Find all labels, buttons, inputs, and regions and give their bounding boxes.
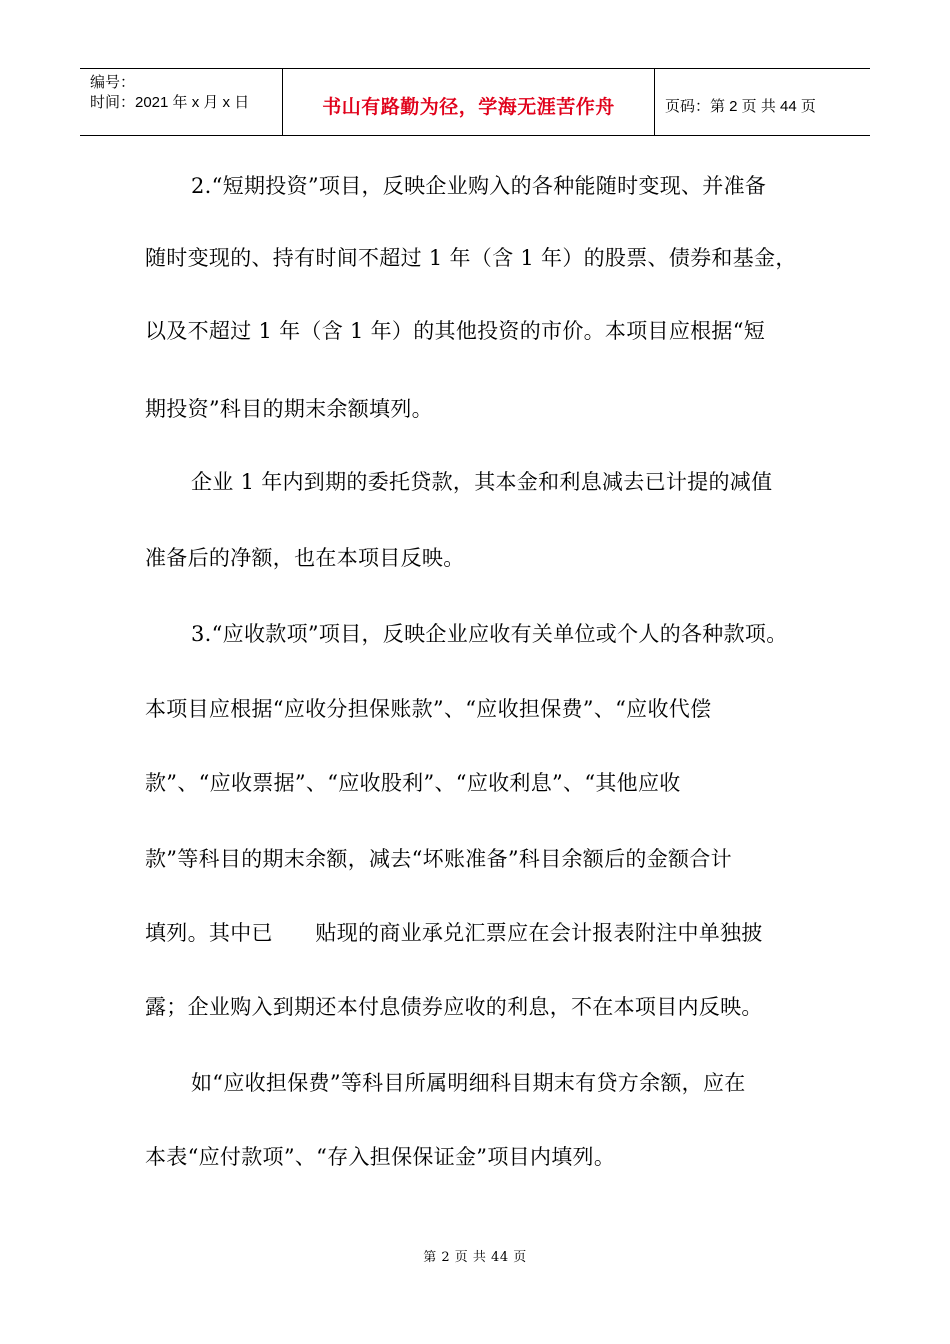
body-line: 本表“应付款项”、“存入担保保证金”项目内填列。: [145, 1145, 616, 1169]
body-line: 随时变现的、持有时间不超过 1 年（含 1 年）的股票、债券和基金，: [145, 246, 797, 270]
body-line: 本项目应根据“应收分担保账款”、“应收担保费”、“应收代偿: [145, 697, 712, 721]
body-line: 款”等科目的期末余额，减去“坏账准备”科目余额后的金额合计: [145, 847, 732, 871]
body-line: 企业 1 年内到期的委托贷款，其本金和利息减去已计提的减值: [191, 470, 773, 494]
body-line: 准备后的净额，也在本项目反映。: [145, 546, 465, 570]
body-line: 2.“短期投资”项目，反映企业购入的各种能随时变现、并准备: [191, 174, 767, 198]
header-meta: [80, 69, 282, 135]
header-page-info-cell: [655, 69, 870, 135]
body-line: 期投资”科目的期末余额填列。: [145, 397, 433, 421]
body-line: 如“应收担保费”等科目所属明细科目期末有贷方余额，应在: [191, 1071, 746, 1095]
body-line: 3.“应收款项”项目，反映企业应收有关单位或个人的各种款项。: [191, 622, 788, 646]
page-footer: 第 2 页 共 44 页: [423, 1250, 527, 1265]
header-motto-cell: [282, 69, 655, 135]
body-line: 款”、“应收票据”、“应收股利”、“应收利息”、“其他应收: [145, 771, 681, 795]
document-time: 时间：2021 年 x 月 x 日: [90, 94, 250, 111]
document-number-label: 编号：: [90, 74, 136, 91]
header-motto: 书山有路勤为径，学海无涯苦作舟: [322, 95, 615, 118]
body-line: 填列。其中已 贴现的商业承兑汇票应在会计报表附注中单独披: [145, 921, 763, 945]
body-line: 露；企业购入到期还本付息债券应收的利息，不在本项目内反映。: [145, 995, 763, 1019]
header-page-info: 页码：第 2 页 共 44 页: [665, 97, 816, 115]
page-header: [80, 68, 870, 136]
body-line: 以及不超过 1 年（含 1 年）的其他投资的市价。本项目应根据“短: [145, 319, 766, 343]
